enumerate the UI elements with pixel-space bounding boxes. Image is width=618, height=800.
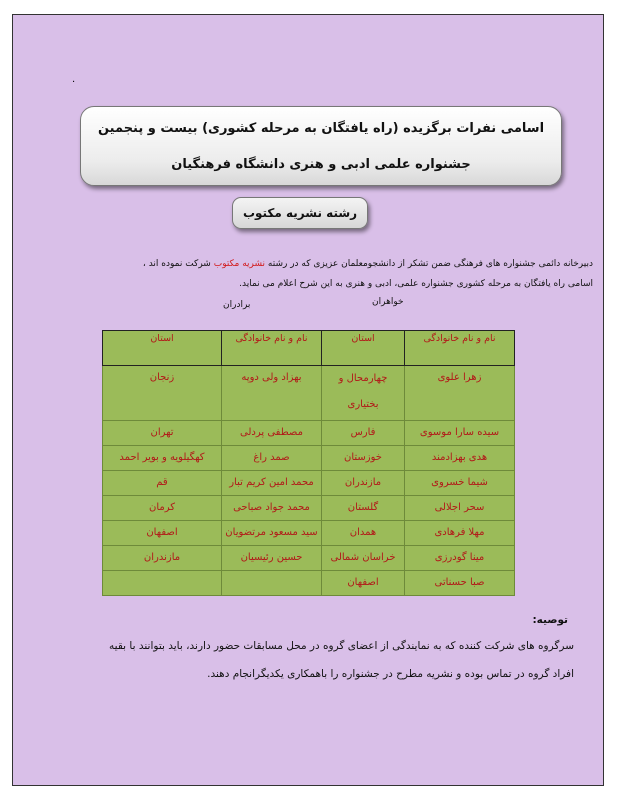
title-banner — [80, 106, 562, 186]
cell-sister-province: خوزستان — [322, 446, 405, 471]
intro-highlight: نشریه مکتوب — [213, 259, 266, 269]
field-label-badge: رشته نشریه مکتوب — [232, 197, 368, 229]
winners-table — [102, 330, 515, 596]
cell-sister-province: گلستان — [322, 496, 405, 521]
header-name-brothers: نام و نام خانوادگی — [222, 331, 322, 366]
cell-sister-name: مینا گودرزی — [405, 546, 515, 571]
cell-brother-province: قم — [103, 471, 222, 496]
table-row — [103, 496, 515, 521]
cell-sister-province: اصفهان — [322, 571, 405, 596]
cell-sister-name: مهلا فرهادی — [405, 521, 515, 546]
title-line-1: اسامی نفرات برگزیده (راه یافتگان به مرحله کشوری) بیست و پنجمین — [97, 121, 545, 136]
title-line-2: جشنواره علمی ادبی و هنری دانشگاه فرهنگیان — [171, 157, 471, 172]
table-row — [103, 366, 515, 421]
cell-brother-name: سید مسعود مرتضویان — [222, 521, 322, 546]
note-heading: توصیه: — [532, 614, 568, 626]
cell-brother-name: مصطفی پردلی — [222, 421, 322, 446]
note-line-2: افراد گروه در تماس بوده و نشریه مطرح در جشنواره را باهمکاری یکدیگرانجام دهند. — [207, 668, 574, 680]
cell-sister-province: خراسان شمالی — [322, 546, 405, 571]
cell-brother-province — [103, 571, 222, 596]
header-province-sisters: استان — [322, 331, 405, 366]
group-label-sisters: خواهران — [372, 297, 404, 307]
table-row — [103, 546, 515, 571]
cell-sister-name: شیما خسروی — [405, 471, 515, 496]
table-row — [103, 446, 515, 471]
table-header-row — [103, 331, 515, 366]
cell-brother-province: تهران — [103, 421, 222, 446]
group-label-brothers: برادران — [223, 300, 251, 310]
cell-sister-province: همدان — [322, 521, 405, 546]
note-line-1: سرگروه های شرکت کننده که به نمایندگی از اعضای گروه در محل مسابقات حضور دارند، باید بتوانند با بقیه — [109, 640, 574, 652]
table-row — [103, 421, 515, 446]
cell-brother-name — [222, 571, 322, 596]
header-province-brothers: استان — [103, 331, 222, 366]
cell-sister-name: صبا حسناتی — [405, 571, 515, 596]
cell-sister-name: سحر اجلالی — [405, 496, 515, 521]
cell-brother-province: مازندران — [103, 546, 222, 571]
cell-brother-name: بهزاد ولی دوپه — [222, 366, 322, 421]
cell-brother-name: حسین رئیسیان — [222, 546, 322, 571]
cell-sister-province: مازندران — [322, 471, 405, 496]
cell-brother-province: اصفهان — [103, 521, 222, 546]
cell-sister-name: هدی بهزادمند — [405, 446, 515, 471]
header-name-sisters: نام و نام خانوادگی — [405, 331, 515, 366]
cell-brother-name: محمد جواد صباحی — [222, 496, 322, 521]
cell-sister-province: فارس — [322, 421, 405, 446]
table-row — [103, 571, 515, 596]
table-row — [103, 471, 515, 496]
stray-dot: . — [72, 74, 76, 85]
cell-brother-name: محمد امین کریم تبار — [222, 471, 322, 496]
table-row — [103, 521, 515, 546]
cell-brother-province: زنجان — [103, 366, 222, 421]
cell-brother-province: کهگیلویه و بویر احمد — [103, 446, 222, 471]
cell-brother-province: کرمان — [103, 496, 222, 521]
cell-sister-name: زهرا علوی — [405, 366, 515, 421]
intro-line-2: اسامی راه یافتگان به مرحله کشوری جشنواره علمی، ادبی و هنری به این شرح اعلام می نماید. — [239, 279, 593, 289]
intro-line-1 — [33, 259, 593, 269]
cell-sister-name: سیده سارا موسوی — [405, 421, 515, 446]
intro-text-a: دبیرخانه دائمی جشنواره های فرهنگی ضمن تشکر از دانشجومعلمان عزیزی که در رشته — [265, 259, 593, 269]
cell-sister-province: چهارمحال و بختیاری — [322, 366, 405, 421]
intro-text-b: شرکت نموده اند ، — [142, 259, 214, 269]
cell-brother-name: صمد راغ — [222, 446, 322, 471]
